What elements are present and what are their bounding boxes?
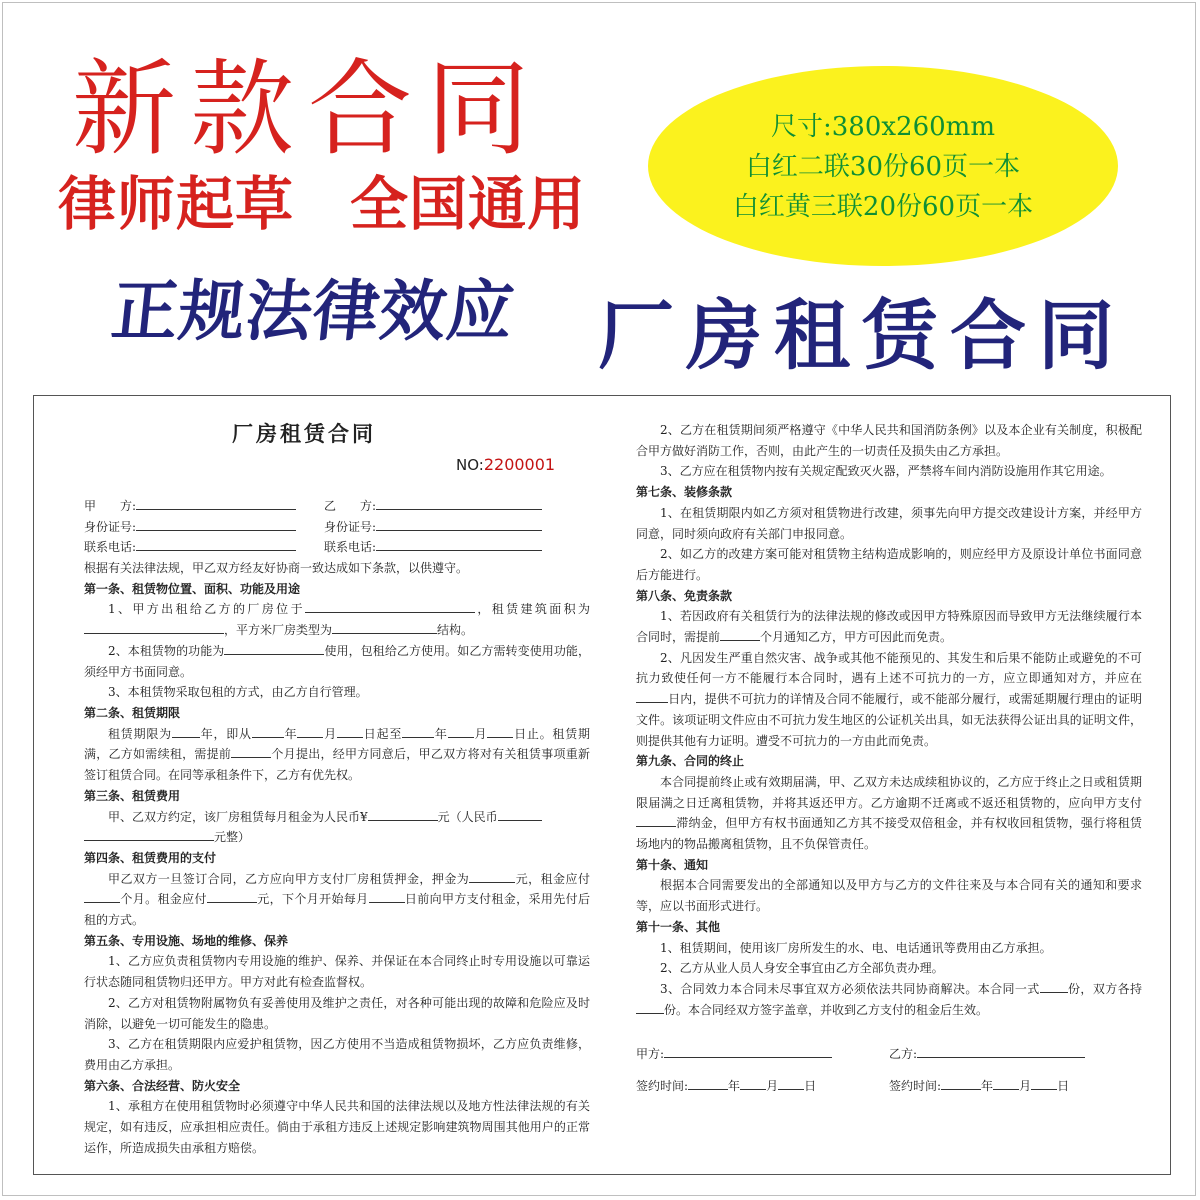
section-7-p2: 2、如乙方的改建方案可能对租赁物主结构造成影响的，则应经甲方及原设计单位书面同意后方能进行。 (636, 547, 1142, 582)
section-5-p3: 3、乙方在租赁期限内应爱护租赁物，因乙方使用不当造成租赁物损坏，乙方应负责维修，费用由乙方承担。 (84, 1037, 590, 1072)
section-11-p2: 2、乙方从业人员人身安全事宜由乙方全部负责办理。 (660, 961, 944, 976)
spec-three-copy: 白红黄三联20份60页一本 (732, 192, 1034, 222)
section-9-p: 本合同提前终止或有效期届满，甲、乙双方未达成续租协议的，乙方应于终止之日或租赁期限届满之日迁离租赁物，并将其返还甲方。乙方逾期不迁离或不返还租赁物的，应向甲方支付滞纳金，但甲方有权书面通知乙方其不接受双倍租金，并有权收回租赁物，强行将租赁场地内的物品搬离租赁物，且不负保管责任。 (636, 774, 1142, 852)
section-11-p3: 3、合同效力本合同未尽事宜双方必须依法共同协商解决。本合同一式 份，双方各持份。本合同经双方签字盖章，并收到乙方支付的租金后生效。 (636, 979, 1142, 1020)
spec-two-copy: 白红二联30份60页一本 (745, 152, 1021, 182)
headline-lawyer-drafted (58, 168, 658, 240)
section-3-title: 第三条、租赁费用 (84, 788, 181, 803)
id-yi-label: 身份证号: (324, 519, 377, 534)
id-yi-blank (376, 518, 542, 531)
tel-jia-label: 联系电话: (84, 540, 137, 555)
contract-title: 厂房租赁合同 (232, 421, 376, 446)
party-jia-blank (136, 497, 296, 510)
sign-yi-label: 乙方: (889, 1047, 918, 1062)
section-6-p3: 3、乙方应在租赁物内按有关规定配致灭火器，严禁将车间内消防设施用作其它用途。 (660, 464, 1112, 479)
headline-nationwide-text: 全国通用 (350, 170, 587, 238)
id-jia-blank (136, 518, 296, 531)
section-2-p: 租赁期限为 年，即从 年 月 日起至 年 月 日止。租赁期满，乙方如需续租，需提前 个月提出，经甲方同意后，甲乙双方将对有关租赁事项重新签订租赁合同。在同等承租条件下，乙方有优先权。 (84, 726, 590, 783)
sign-time-yi-label: 签约时间: (889, 1079, 942, 1094)
headline-lawyer-text: 律师起草 (58, 170, 295, 238)
id-row (84, 517, 590, 538)
section-1-p1: 1、甲方出租给乙方的厂房位于 ，租赁建筑面积为，平方米厂房类型为 结构。 (84, 599, 590, 640)
signature-row (636, 1038, 1142, 1070)
section-4-p: 甲乙双方一旦签订合同，乙方应向甲方支付厂房租赁押金，押金为 元，租金应付个月。租金应付 元，下个月开始每月 日前向甲方支付租金，采用先付后租的方式。 (84, 871, 590, 928)
section-6-p2: 2、乙方在租赁期间须严格遵守《中华人民共和国消防条例》以及本企业有关制度，积极配合甲方做好消防工作，否则，由此产生的一切责任及损失由乙方承担。 (636, 423, 1142, 458)
section-10-title: 第十条、通知 (636, 857, 709, 872)
section-6-p1: 1、承租方在使用租赁物时必须遵守中华人民共和国的法律法规以及地方性法律法规的有关规定，如有违反，应承担相应责任。倘由于承租方违反上述规定影响建筑物周围其他用户的正常运作，所造成损失由承租方赔偿。 (84, 1099, 590, 1155)
headline-legal-effect: 正规法律效应 (108, 273, 519, 350)
party-yi-blank (376, 497, 542, 510)
section-10-p: 根据本合同需要发出的全部通知以及甲方与乙方的文件往来及与本合同有关的通知和要求等，应以书面形式进行。 (636, 878, 1142, 914)
section-11-title: 第十一条、其他 (636, 919, 721, 934)
section-5-title: 第五条、专用设施、场地的维修、保养 (84, 933, 289, 948)
sign-date-row: 签约时间: 年 月 日 签约时间: 年 月 日 (636, 1079, 1070, 1094)
section-9-title: 第九条、合同的终止 (636, 754, 745, 769)
intro-text: 根据有关法律法规，甲乙双方经友好协商一致达成如下条款，以供遵守。 (84, 561, 469, 576)
section-1-title: 第一条、租赁物位置、面积、功能及用途 (84, 581, 301, 596)
contract-number-value: 2200001 (483, 455, 556, 474)
sign-yi-blank (917, 1045, 1085, 1058)
sign-jia-label: 甲方: (636, 1047, 665, 1062)
contract-number-label: NO: (456, 456, 484, 474)
contract-document (33, 395, 1171, 1175)
party-jia-label: 甲 方: (84, 499, 137, 513)
section-7-title: 第七条、装修条款 (636, 485, 733, 500)
section-2-title: 第二条、租赁期限 (84, 705, 181, 720)
section-1-p2: 2、本租赁物的功能为 使用，包租给乙方使用。如乙方需转变使用功能，须经甲方书面同意。 (84, 643, 590, 679)
id-jia-label: 身份证号: (84, 519, 137, 534)
headline-new-contract: 新款合同 (72, 48, 545, 170)
tel-yi-blank (376, 538, 542, 551)
sign-jia-blank (664, 1045, 832, 1058)
section-1-p3: 3、本租赁物采取包租的方式，由乙方自行管理。 (108, 685, 368, 700)
section-8-p2: 2、凡因发生严重自然灾害、战争或其他不能预见的、其发生和后果不能防止或避免的不可抗力致使任何一方不能履行本合同时，遇有上述不可抗力的一方，应立即通知对方，并应在日内，提供不可抗力的详情及合同不能履行，或不能部分履行，或需延期履行理由的证明文件。该项证明文件应由不可抗力发生地区的公证机关出具，如无法获得公证出具的证明文件，则提供其他有力证明。遭受不可抗力的一方由此而免责。 (636, 650, 1142, 748)
section-8-title: 第八条、免责条款 (636, 588, 733, 603)
spec-ellipse (648, 66, 1118, 266)
contract-right-column (636, 420, 1142, 1102)
tel-row (84, 537, 590, 558)
party-row (84, 496, 590, 517)
tel-yi-label: 联系电话: (324, 540, 377, 555)
contract-number (456, 454, 555, 476)
section-3-p: 甲、乙双方约定，该厂房租赁每月租金为人民币¥ 元（人民币 元整） (84, 807, 590, 848)
headline-factory-lease: 厂房租赁合同 (598, 291, 1126, 380)
section-5-p1: 1、乙方应负责租赁物内专用设施的维护、保养、并保证在本合同终止时专用设施以可靠运行状态随同租赁物归还甲方。甲方对此有检查监督权。 (84, 954, 590, 990)
section-4-title: 第四条、租赁费用的支付 (84, 850, 217, 865)
section-6-title: 第六条、合法经营、防火安全 (84, 1078, 241, 1093)
spec-size: 尺寸:380x260mm (771, 112, 995, 142)
sign-time-jia-label: 签约时间: (636, 1079, 689, 1094)
tel-jia-blank (136, 538, 296, 551)
contract-left-column (84, 496, 590, 1158)
section-5-p2: 2、乙方对租赁物附属物负有妥善使用及维护之责任，对各种可能出现的故障和危险应及时消除，以避免一切可能发生的隐患。 (84, 995, 590, 1031)
section-11-p1: 1、租赁期间，使用该厂房所发生的水、电、电话通讯等费用由乙方承担。 (660, 940, 1052, 955)
section-7-p1: 1、在租赁期限内如乙方须对租赁物进行改建，须事先向甲方提交改建设计方案，并经甲方同意，同时须向政府有关部门申报同意。 (636, 505, 1142, 541)
party-yi-label: 乙 方: (324, 499, 377, 513)
section-8-p1: 1、若因政府有关租赁行为的法律法规的修改或因甲方特殊原因而导致甲方无法继续履行本合同时，需提前 个月通知乙方，甲方可因此而免责。 (636, 609, 1142, 645)
